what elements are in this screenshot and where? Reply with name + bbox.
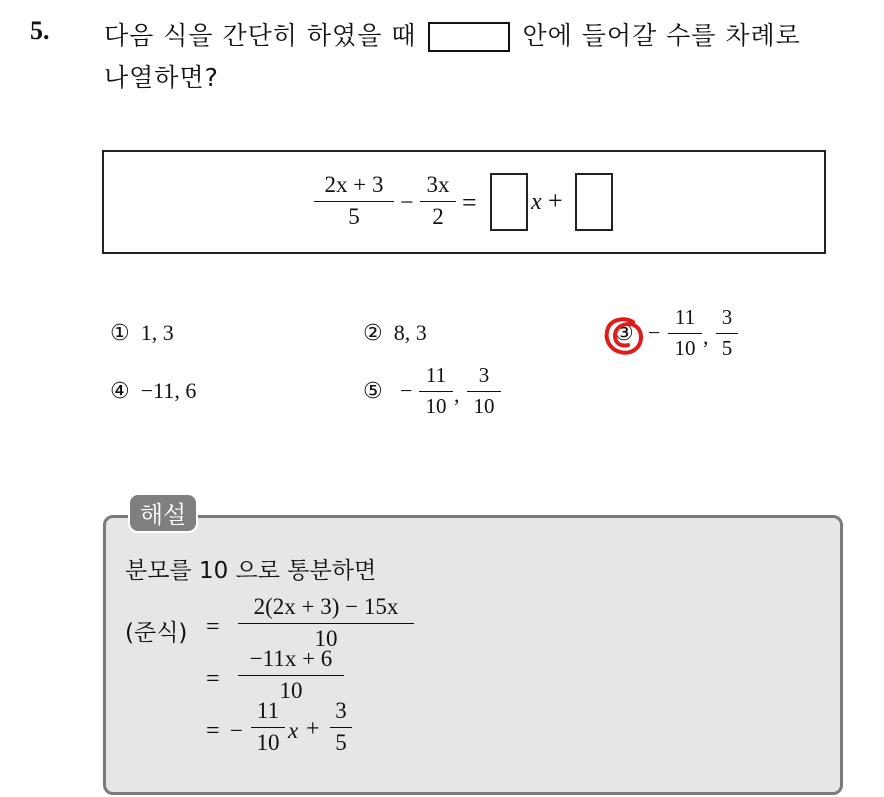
choice-fraction-1: 11 10 [668,305,702,361]
solution-tag: 해설 [128,493,198,533]
comma: , [703,324,709,349]
fraction-numerator: 2x + 3 [324,172,384,197]
negative-sign: − [648,320,661,345]
choice-text: 1, 3 [140,320,174,345]
solution-line-1: 분모를 10 으로 통분하면 [125,558,377,584]
choice-text: −11, 6 [140,378,197,403]
choice-marker: ③ [614,321,634,346]
comma: , [454,382,460,407]
fraction-numerator: 3x [426,172,450,197]
solution-fraction-2: −11x + 6 10 [238,646,344,704]
equals-sign: = [206,614,220,640]
coefficient-blank-box [490,173,528,231]
question-text-after: 안에 들어갈 수를 차례로 [522,21,801,50]
question-text-before: 다음 식을 간단히 하였을 때 [104,21,417,50]
choice-1[interactable] [110,320,174,346]
choice-4[interactable] [110,378,196,404]
equals-sign: = [206,718,220,744]
question-number: 5. [30,16,50,45]
fraction-bar [314,201,394,202]
solution-fraction-3b: 3 5 [330,698,352,756]
choice-fraction-1: 11 10 [419,363,453,419]
choice-marker: ② [363,321,383,346]
variable-x: x [531,189,542,215]
plus-sign: + [548,186,563,215]
equation-fraction-2 [420,172,456,230]
choice-marker: ① [110,321,130,346]
negative-sign: − [230,718,243,743]
choice-2[interactable] [363,320,427,346]
question-text-line2: 나열하면? [104,63,219,92]
solution-fraction-3a: 11 10 [251,698,285,756]
choice-fraction-2: 3 5 [716,305,738,361]
selected-answer-circle-mark [603,315,645,357]
choice-marker: ④ [110,379,130,404]
negative-sign: − [400,378,413,403]
variable-x: x [288,718,299,743]
fraction-bar [420,201,456,202]
choice-text: 8, 3 [393,320,427,345]
equation-fraction-1 [314,172,394,230]
equals-sign: = [462,188,477,217]
fraction-denominator: 2 [432,204,444,229]
question-text-line1 [104,16,801,52]
plus-sign: + [306,716,320,742]
choice-fraction-2: 3 10 [467,363,501,419]
equals-sign: = [206,666,220,692]
choice-marker: ⑤ [363,379,383,404]
answer-blank-box [428,22,510,52]
fraction-denominator: 5 [348,204,360,229]
minus-sign: − [400,190,414,216]
constant-blank-box [575,173,613,231]
solution-fraction-1: 2(2x + 3) − 15x 10 [238,594,414,652]
solution-label: (준식) [125,620,188,646]
